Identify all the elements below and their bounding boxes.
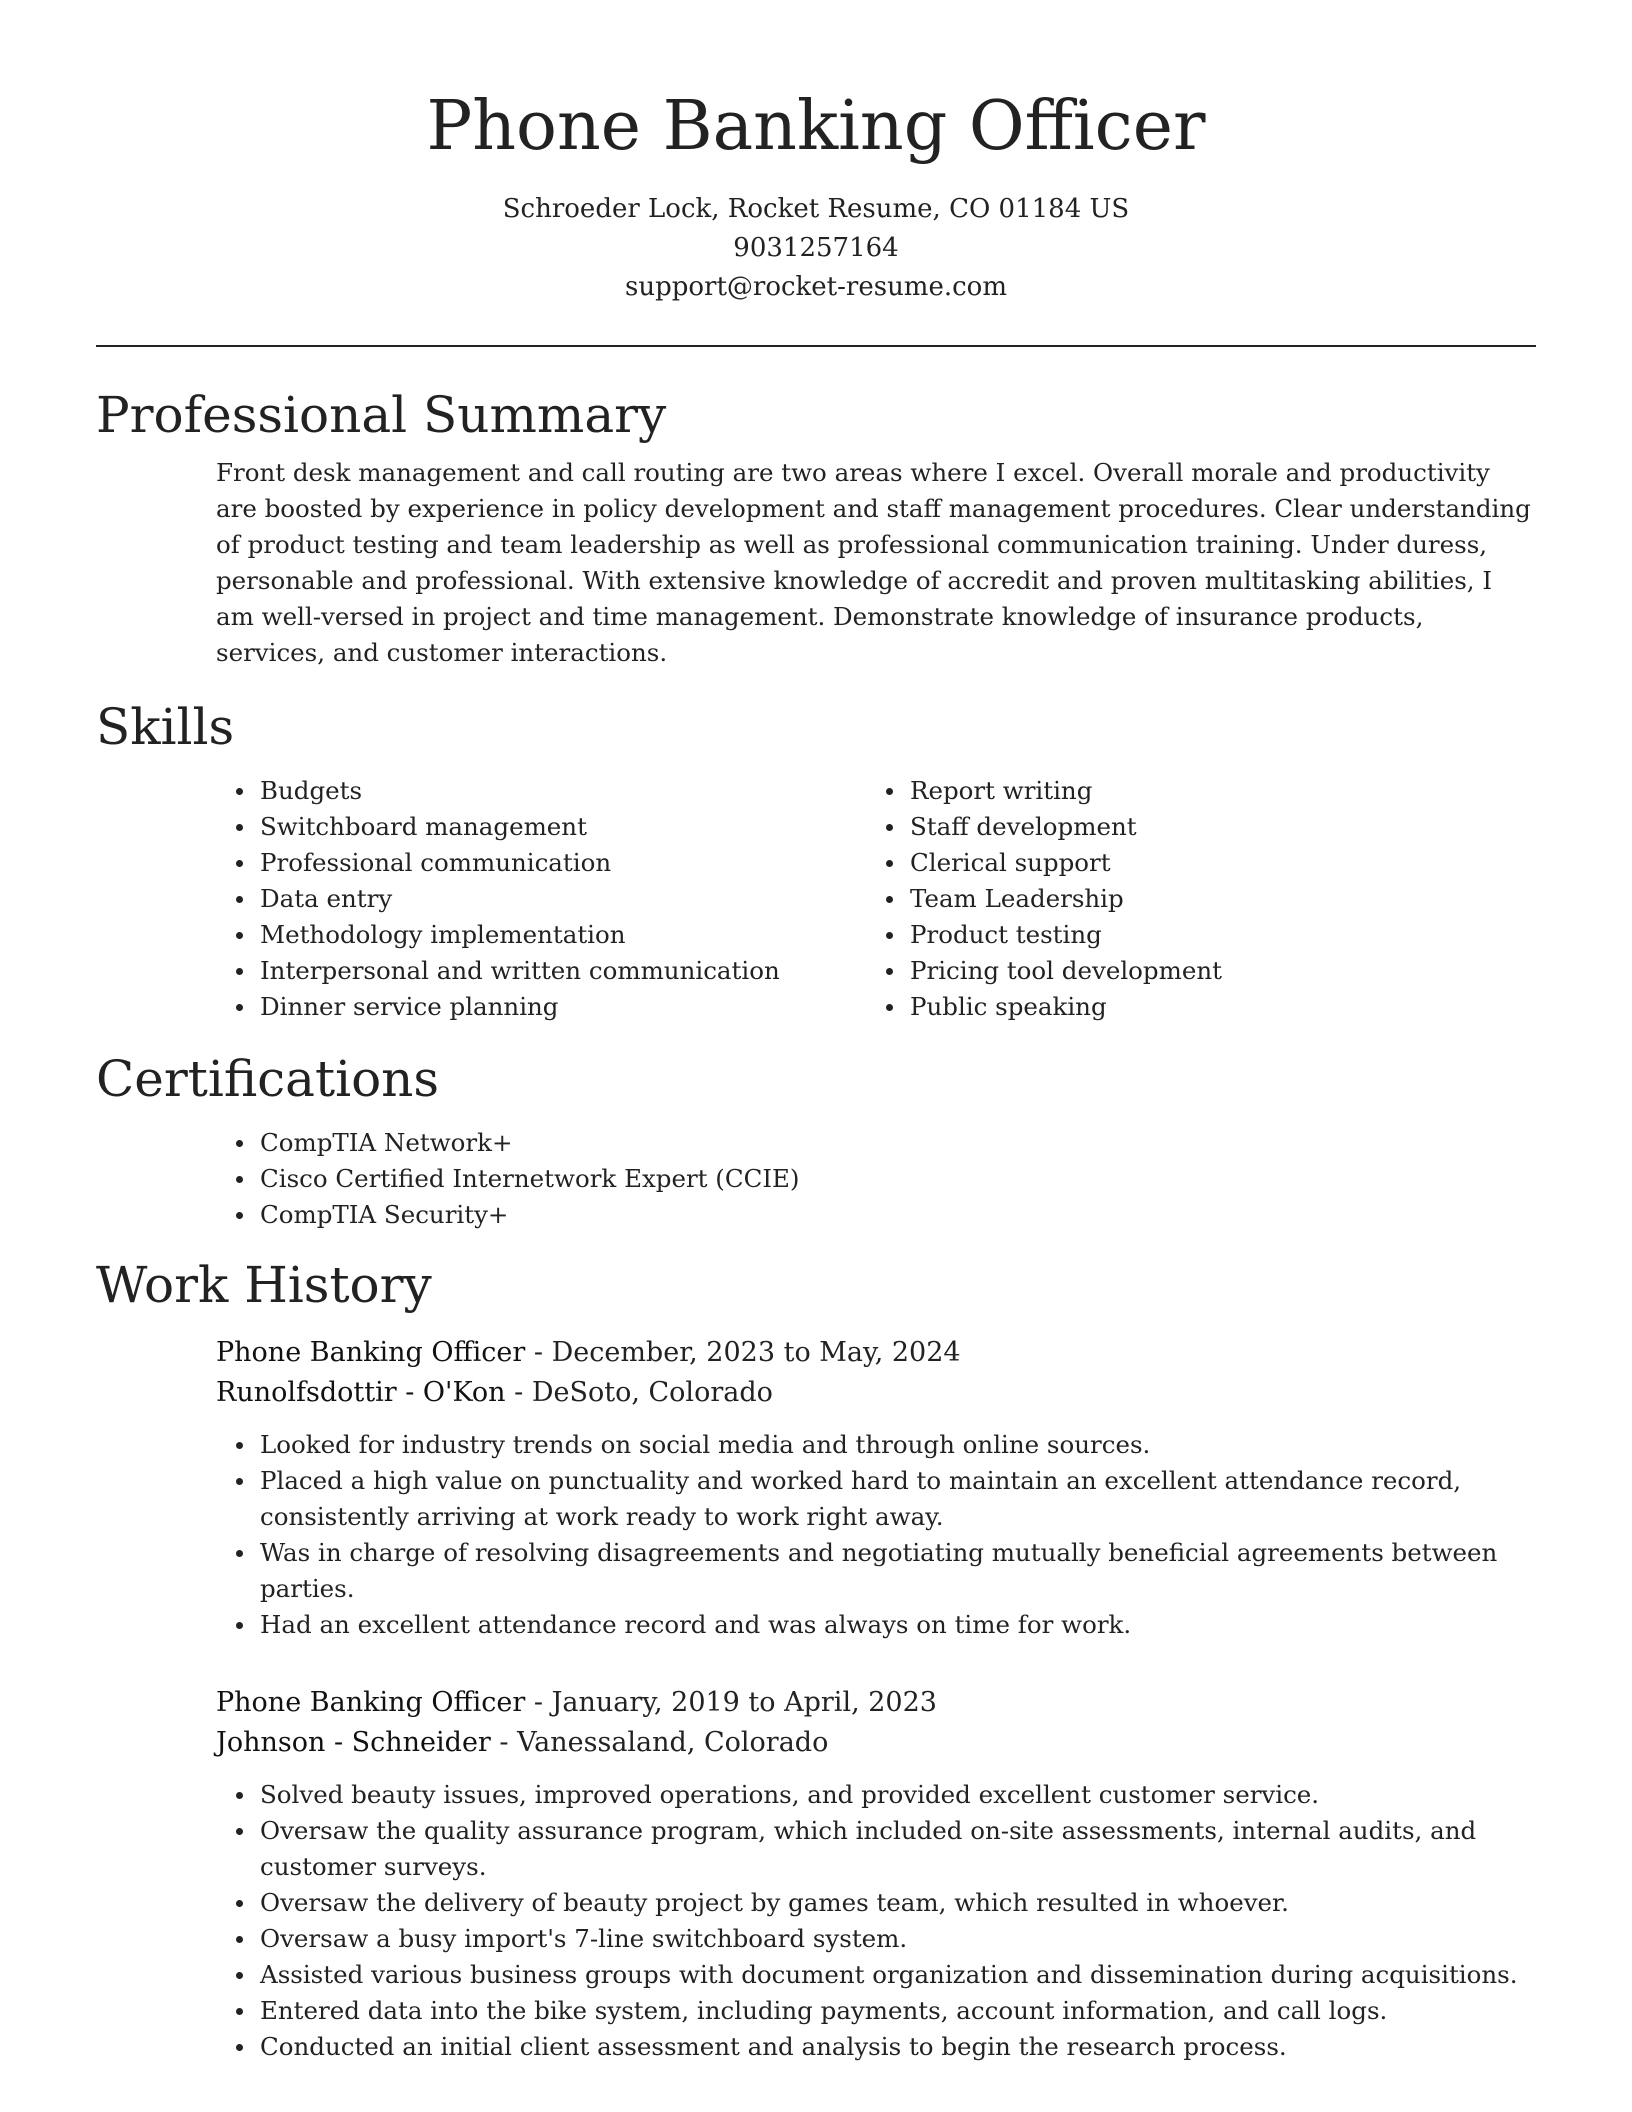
job-duty-item: Assisted various business groups with document organization and dissemination during acquisitions.	[216, 1957, 1536, 1993]
job-dates: - December, 2023 to May, 2024	[525, 1337, 961, 1368]
skill-item: Product testing	[866, 917, 1516, 953]
skill-item: Dinner service planning	[216, 989, 866, 1025]
skill-item: Data entry	[216, 881, 866, 917]
skill-item: Pricing tool development	[866, 953, 1516, 989]
certifications-list	[216, 1125, 1536, 1233]
skill-item: Public speaking	[866, 989, 1516, 1025]
skill-item: Report writing	[866, 773, 1516, 809]
job-duty-item: Had an excellent attendance record and was always on time for work.	[216, 1607, 1536, 1643]
certification-item: CompTIA Security+	[216, 1197, 1536, 1233]
job-dates: - January, 2019 to April, 2023	[525, 1687, 937, 1718]
certification-item: Cisco Certified Internetwork Expert (CCIE)	[216, 1161, 1536, 1197]
job-duty-item: Oversaw the quality assurance program, which included on-site assessments, internal audits, and customer surveys.	[216, 1813, 1536, 1885]
contact-address: Schroeder Lock, Rocket Resume, CO 01184 US	[502, 194, 1130, 224]
contact-info	[96, 190, 1536, 307]
skills-heading: Skills	[96, 698, 235, 756]
resume-page	[96, 0, 1536, 2065]
skill-item: Methodology implementation	[216, 917, 866, 953]
skill-item: Switchboard management	[216, 809, 866, 845]
summary-heading: Professional Summary	[96, 386, 667, 444]
certifications-heading: Certifications	[96, 1050, 440, 1108]
job-location: - DeSoto, Colorado	[505, 1377, 773, 1408]
job-duty-item: Entered data into the bike system, including payments, account information, and call logs.	[216, 1993, 1536, 2029]
candidate-name: Phone Banking Officer	[426, 87, 1206, 166]
work-history-heading: Work History	[96, 1256, 432, 1314]
skills-column-right	[866, 773, 1516, 1025]
job-company: Johnson - Schneider	[216, 1727, 491, 1758]
job-role: Phone Banking Officer	[216, 1687, 526, 1718]
skill-item: Professional communication	[216, 845, 866, 881]
skills-list	[216, 773, 1536, 1025]
job-company: Runolfsdottir - O'Kon	[216, 1377, 506, 1408]
job-location: - Vanessaland, Colorado	[490, 1727, 829, 1758]
job-company-line	[216, 1373, 1536, 1413]
job-duty-item: Solved beauty issues, improved operations, and provided excellent customer service.	[216, 1777, 1536, 1813]
job-duty-item: Placed a high value on punctuality and worked hard to maintain an excellent attendance record, consistently arriving at work ready to work right away.	[216, 1463, 1536, 1535]
job-duty-item: Was in charge of resolving disagreements and negotiating mutually beneficial agreements between parties.	[216, 1535, 1536, 1607]
resume-header	[96, 0, 1536, 307]
job-entry	[216, 1333, 1536, 1643]
job-duty-item: Oversaw a busy import's 7-line switchboard system.	[216, 1921, 1536, 1957]
job-duty-item: Looked for industry trends on social media and through online sources.	[216, 1427, 1536, 1463]
job-duty-item: Oversaw the delivery of beauty project by games team, which resulted in whoever.	[216, 1885, 1536, 1921]
job-company-line	[216, 1723, 1536, 1763]
skill-item: Budgets	[216, 773, 866, 809]
skill-item: Clerical support	[866, 845, 1516, 881]
job-title-line	[216, 1333, 1536, 1373]
job-duty-item: Conducted an initial client assessment and analysis to begin the research process.	[216, 2029, 1536, 2065]
header-divider	[96, 345, 1536, 347]
job-duties-list	[216, 1427, 1536, 1643]
skill-item: Staff development	[866, 809, 1516, 845]
certification-item: CompTIA Network+	[216, 1125, 1536, 1161]
job-title-line	[216, 1683, 1536, 1723]
contact-phone: 9031257164	[733, 233, 899, 263]
job-role: Phone Banking Officer	[216, 1337, 526, 1368]
certifications-section	[216, 1125, 1536, 1233]
job-entry	[216, 1683, 1536, 2065]
job-duties-list	[216, 1777, 1536, 2065]
summary-text: Front desk management and call routing are two areas where I excel. Overall morale and productivity are boosted by experience in policy development and staff management procedures. Clear understanding of product testing and team leadership as well as professional communication training. Under duress, personable and professional. With extensive knowledge of accredit and proven multitasking abilities, I am well-versed in project and time management. Demonstrate knowledge of insurance products, services, and customer interactions.	[216, 458, 1531, 667]
skill-item: Team Leadership	[866, 881, 1516, 917]
work-history-section	[216, 1333, 1536, 2065]
skills-column-left	[216, 773, 866, 1025]
skill-item: Interpersonal and written communication	[216, 953, 866, 989]
contact-email: support@rocket-resume.com	[624, 272, 1007, 302]
